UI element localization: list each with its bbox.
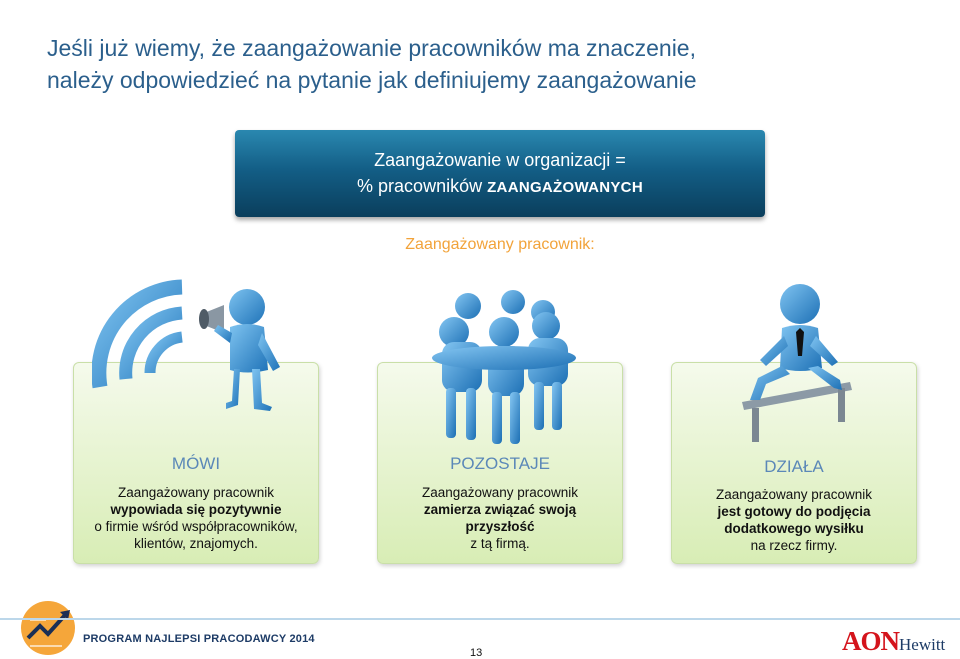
- banner-line-1: Zaangażowanie w organizacji =: [374, 150, 626, 170]
- card-line: Zaangażowany pracownik: [715, 487, 873, 502]
- card-heading: DZIAŁA: [764, 457, 824, 476]
- sound-waves-icon: [99, 287, 182, 387]
- card-body: [676, 486, 912, 554]
- card-line-bold: zamierza związać swoją: [423, 502, 577, 517]
- engaged-employee-subtitle: Zaangażowany pracownik:: [405, 236, 595, 253]
- card-line-bold: przyszłość: [465, 519, 535, 534]
- banner-line-2-bold: ZAANGAŻOWANYCH: [487, 179, 643, 196]
- card-line-bold: dodatkowego wysiłku: [724, 521, 864, 536]
- banner-line-2: [235, 176, 765, 197]
- program-badge-icon: [18, 598, 80, 656]
- title-line-1: Jeśli już wiemy, że zaangażowanie pracowników ma znaczenie,: [47, 35, 696, 61]
- megaphone-person-illustration: [92, 275, 302, 420]
- card-line: Zaangażowany pracownik: [421, 485, 579, 500]
- card-line: o firmie wśród współpracowników,: [94, 519, 298, 534]
- slide-title: [47, 32, 907, 96]
- hurdle-jumper-illustration: [738, 282, 863, 444]
- team-huddle-icon: [432, 290, 576, 444]
- banner-line-2-prefix: % pracowników: [357, 176, 488, 196]
- card-body: [382, 484, 618, 552]
- card-line-bold: jest gotowy do podjęcia: [717, 504, 871, 519]
- definition-banner: [235, 130, 765, 217]
- card-body: [78, 484, 314, 552]
- team-huddle-illustration: [412, 288, 592, 448]
- card-heading: POZOSTAJE: [450, 454, 550, 473]
- program-name: PROGRAM NAJLEPSI PRACODAWCY 2014: [83, 633, 315, 645]
- title-line-2: należy odpowiedzieć na pytanie jak definiujemy zaangażowanie: [47, 67, 697, 93]
- card-line: Zaangażowany pracownik: [117, 485, 275, 500]
- card-line-bold: wypowiada się pozytywnie: [110, 502, 282, 517]
- page-number: 13: [470, 647, 483, 659]
- card-line: klientów, znajomych.: [134, 536, 258, 551]
- card-heading: MÓWI: [171, 454, 221, 473]
- jumping-person-icon: [750, 284, 842, 400]
- aon-hewitt-logo: AONHewitt: [842, 626, 946, 656]
- footer-divider: [0, 618, 960, 620]
- card-line: z tą firmą.: [470, 536, 530, 551]
- card-line: na rzecz firmy.: [750, 538, 838, 553]
